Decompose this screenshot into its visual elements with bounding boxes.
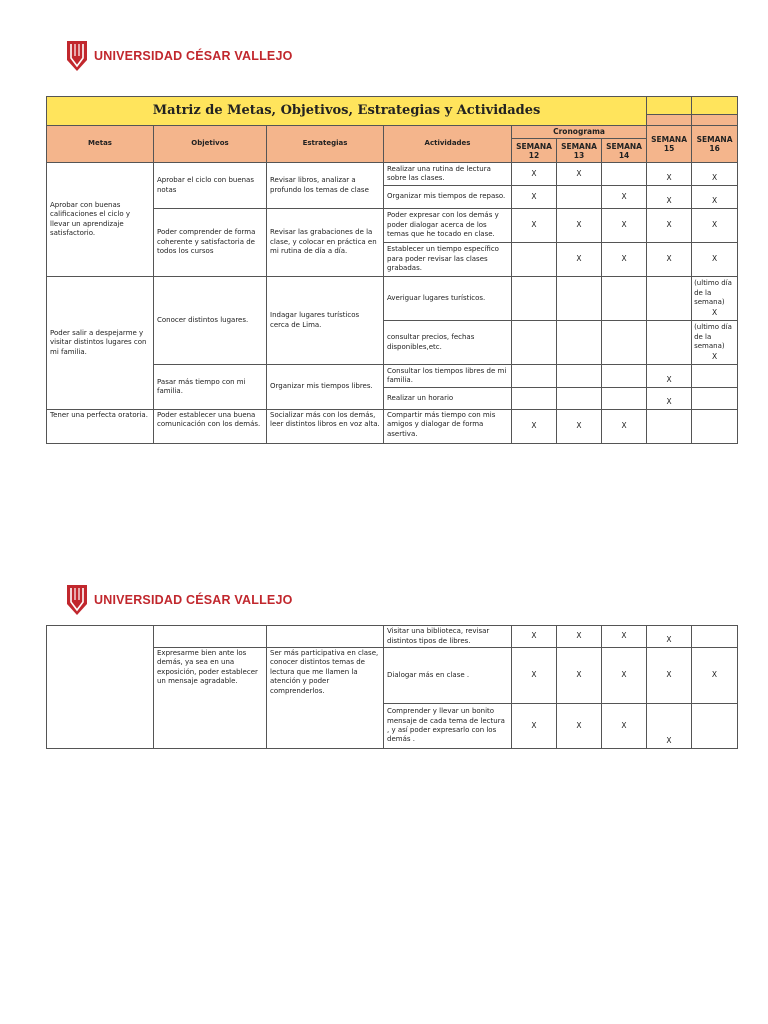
week-mark: X: [647, 648, 692, 704]
week-mark: [557, 388, 602, 410]
week-note-cell: [692, 277, 738, 321]
week-note: (ultimo día de la semana): [694, 323, 732, 351]
objective-cell: Poder establecer una buena comunicación con los demás.: [154, 410, 267, 444]
week-mark: X: [712, 307, 718, 317]
strategy-cell: Indagar lugares turísticos cerca de Lima.: [267, 277, 384, 365]
week-mark: X: [647, 704, 692, 749]
week-mark: X: [512, 704, 557, 749]
objective-cell: Conocer distintos lugares.: [154, 277, 267, 365]
header-cronograma: Cronograma: [512, 126, 647, 139]
week-mark: [512, 388, 557, 410]
week-mark: X: [647, 626, 692, 648]
activity-cell: Compartir más tiempo con mis amigos y dialogar de forma asertiva.: [384, 410, 512, 444]
activity-cell: consultar precios, fechas disponibles,etc.: [384, 321, 512, 365]
activity-cell: Visitar una biblioteca, revisar distintos tipos de libres.: [384, 626, 512, 648]
university-logo: [66, 584, 293, 616]
week-mark: X: [692, 648, 738, 704]
goals-matrix-continuation: [46, 625, 738, 749]
header-week: SEMANA 14: [602, 139, 647, 163]
week-mark: X: [557, 626, 602, 648]
activity-cell: Consultar los tiempos libres de mi familia.: [384, 365, 512, 388]
week-mark: X: [512, 186, 557, 209]
strategy-cell: [267, 626, 384, 648]
activity-cell: Organizar mis tiempos de repaso.: [384, 186, 512, 209]
week-mark: X: [692, 209, 738, 243]
objective-cell: [154, 626, 267, 648]
week-mark: X: [692, 186, 738, 209]
week-mark: [602, 388, 647, 410]
meta-cell: [47, 626, 154, 749]
week-mark: X: [602, 186, 647, 209]
activity-cell: Realizar una rutina de lectura sobre las clases.: [384, 163, 512, 186]
week-mark: [557, 365, 602, 388]
strategy-cell: Revisar las grabaciones de la clase, y colocar en práctica en mi rutina de día a día.: [267, 209, 384, 277]
header-week: SEMANA 12: [512, 139, 557, 163]
week-mark: X: [557, 410, 602, 444]
header-actividades: Actividades: [384, 126, 512, 163]
week-mark: X: [692, 163, 738, 186]
meta-cell: Tener una perfecta oratoria.: [47, 410, 154, 444]
week-mark: [512, 243, 557, 277]
week-mark: X: [557, 704, 602, 749]
meta-cell: Aprobar con buenas calificaciones el ciclo y llevar un aprendizaje satisfactorio.: [47, 163, 154, 277]
week-mark: X: [602, 626, 647, 648]
strategy-cell: Ser más participativa en clase, conocer distintos temas de lectura que me llamen la atención y poder comprenderlos.: [267, 648, 384, 749]
week-mark: X: [512, 648, 557, 704]
week-mark: X: [647, 186, 692, 209]
activity-cell: Dialogar más en clase .: [384, 648, 512, 704]
strategy-cell: Organizar mis tiempos libres.: [267, 365, 384, 410]
week-mark: X: [557, 648, 602, 704]
university-name: UNIVERSIDAD CÉSAR VALLEJO: [94, 593, 293, 607]
week-mark: X: [647, 365, 692, 388]
week-mark: X: [602, 209, 647, 243]
matrix-title: Matriz de Metas, Objetivos, Estrategias y Actividades: [47, 97, 647, 126]
week-mark: [512, 365, 557, 388]
objective-cell: Poder comprender de forma coherente y satisfactoria de todos los cursos: [154, 209, 267, 277]
activity-cell: Establecer un tiempo específico para poder revisar las clases grabadas.: [384, 243, 512, 277]
week-mark: X: [647, 243, 692, 277]
week-mark: X: [512, 626, 557, 648]
shield-icon: [66, 40, 88, 72]
week-mark: X: [512, 410, 557, 444]
week-mark: [692, 388, 738, 410]
strategy-cell: Revisar libros, analizar a profundo los temas de clase: [267, 163, 384, 209]
week-mark: X: [512, 209, 557, 243]
week-mark: [647, 410, 692, 444]
week-mark: [602, 163, 647, 186]
objective-cell: Expresarme bien ante los demás, ya sea en una exposición, poder establecer un mensaje agradable.: [154, 648, 267, 749]
week-mark: [602, 365, 647, 388]
week-mark: X: [602, 704, 647, 749]
week-mark: X: [712, 351, 718, 361]
objective-cell: Pasar más tiempo con mi familia.: [154, 365, 267, 410]
strategy-cell: Socializar más con los demás, leer distintos libros en voz alta.: [267, 410, 384, 444]
week-note: (ultimo día de la semana): [694, 279, 732, 307]
activity-cell: Comprender y llevar un bonito mensaje de cada tema de lectura , y así poder expresarlo con los demás .: [384, 704, 512, 749]
header-metas: Metas: [47, 126, 154, 163]
meta-cell: Poder salir a despejarme y visitar distintos lugares con mi familia.: [47, 277, 154, 410]
week-mark: X: [602, 410, 647, 444]
university-name: UNIVERSIDAD CÉSAR VALLEJO: [94, 49, 293, 63]
week-mark: X: [602, 243, 647, 277]
header-week: SEMANA 16: [692, 126, 738, 163]
week-mark: [692, 410, 738, 444]
week-mark: X: [647, 388, 692, 410]
week-mark: X: [557, 243, 602, 277]
week-mark: X: [647, 163, 692, 186]
goals-matrix-table: [46, 96, 738, 444]
week-mark: X: [647, 209, 692, 243]
activity-cell: Poder expresar con los demás y poder dialogar acerca de los temas que he tocado en clase.: [384, 209, 512, 243]
week-mark: [692, 704, 738, 749]
activity-cell: Averiguar lugares turísticos.: [384, 277, 512, 321]
week-mark: [692, 626, 738, 648]
week-mark: X: [602, 648, 647, 704]
activity-cell: Realizar un horario: [384, 388, 512, 410]
header-week: SEMANA 15: [647, 126, 692, 163]
week-mark: X: [557, 209, 602, 243]
week-mark: [557, 186, 602, 209]
header-objetivos: Objetivos: [154, 126, 267, 163]
objective-cell: Aprobar el ciclo con buenas notas: [154, 163, 267, 209]
shield-icon: [66, 584, 88, 616]
week-mark: X: [512, 163, 557, 186]
university-logo: [66, 40, 293, 72]
week-mark: X: [557, 163, 602, 186]
week-mark: [692, 365, 738, 388]
week-mark: X: [692, 243, 738, 277]
header-week: SEMANA 13: [557, 139, 602, 163]
week-note-cell: [692, 321, 738, 365]
header-estrategias: Estrategias: [267, 126, 384, 163]
